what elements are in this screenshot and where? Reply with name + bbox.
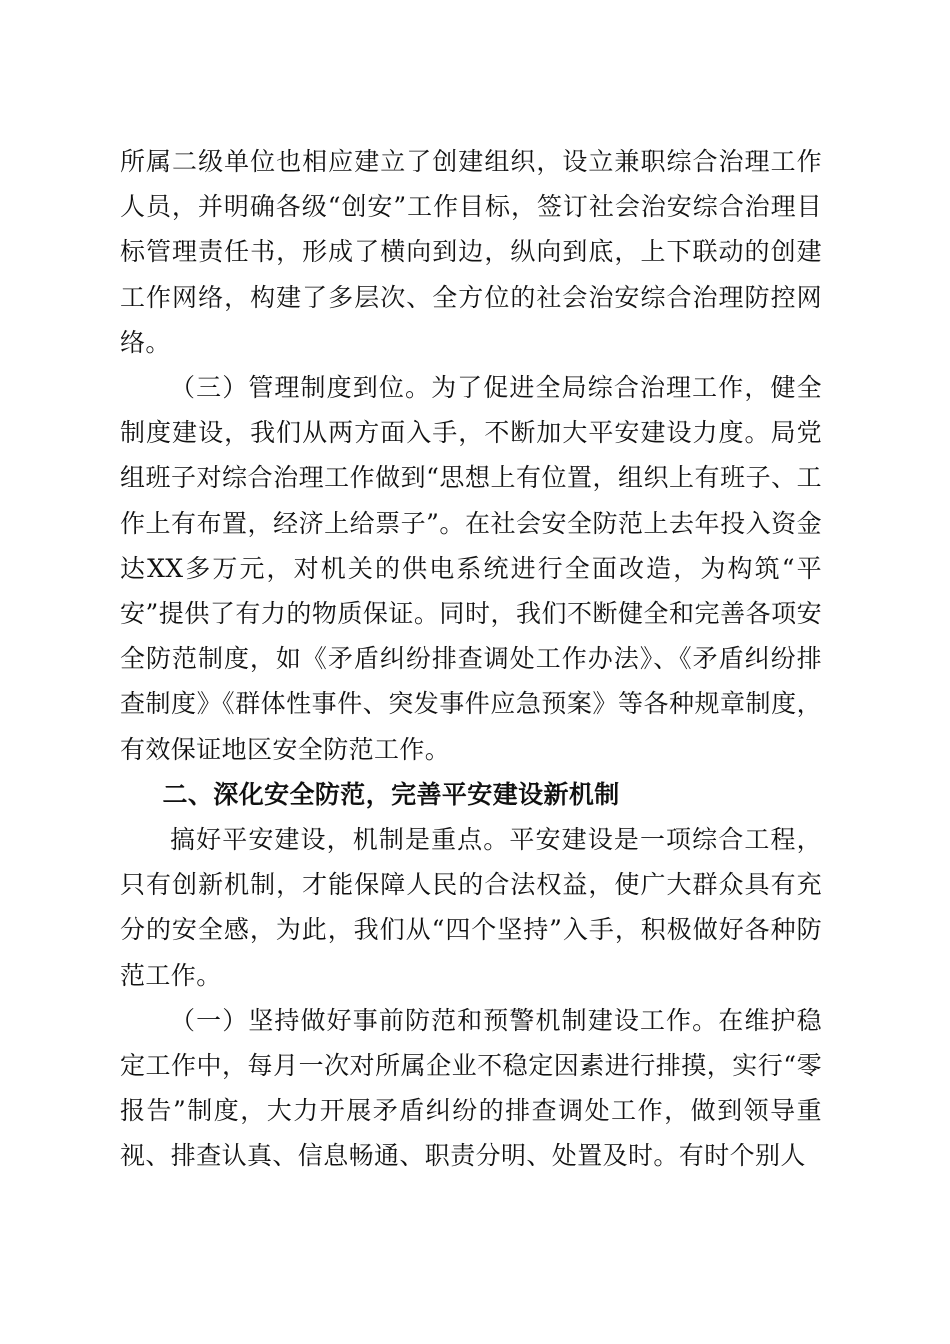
section-heading-2: 二、深化安全防范，完善平安建设新机制 — [162, 779, 620, 809]
paragraph-management-system: （三）管理制度到位。为了促进全局综合治理工作，健全制度建设，我们从两方面入手，不断加大平安建设力度。局党组班子对综合治理工作做到“思想上有位置，组织上有班子、工作上有布置，经济上给票子”。在社会安全防范上去年投入资金达XX多万元，对机关的供电系统进行全面改造，为构筑“平安”提供了有力的物质保证。同时，我们不断健全和完善各项安全防范制度，如《矛盾纠纷排查调处工作办法》、《矛盾纠纷排查制度》《群体性事件、突发事件应急预案》等各种规章制度，有效保证地区安全防范工作。 — [120, 373, 822, 764]
paragraph-continuation: 所属二级单位也相应建立了创建组织，设立兼职综合治理工作人员，并明确各级“创安”工作目标，签订社会治安综合治理目标管理责任书，形成了横向到边，纵向到底，上下联动的创建工作网络，构建了多层次、全方位的社会治安综合治理防控网络。 — [120, 147, 822, 357]
paragraph-mechanism-intro: 搞好平安建设，机制是重点。平安建设是一项综合工程，只有创新机制，才能保障人民的合法权益，使广大群众具有充分的安全感，为此，我们从“四个坚持”入手，积极做好各种防范工作。 — [120, 825, 822, 990]
paragraph-prevention-warning: （一）坚持做好事前防范和预警机制建设工作。在维护稳定工作中，每月一次对所属企业不稳定因素进行排摸，实行“零报告”制度，大力开展矛盾纠纷的排查调处工作，做到领导重视、排查认真、信息畅通、职责分明、处置及时。有时个别人 — [120, 1005, 822, 1171]
document-body — [120, 139, 822, 1179]
